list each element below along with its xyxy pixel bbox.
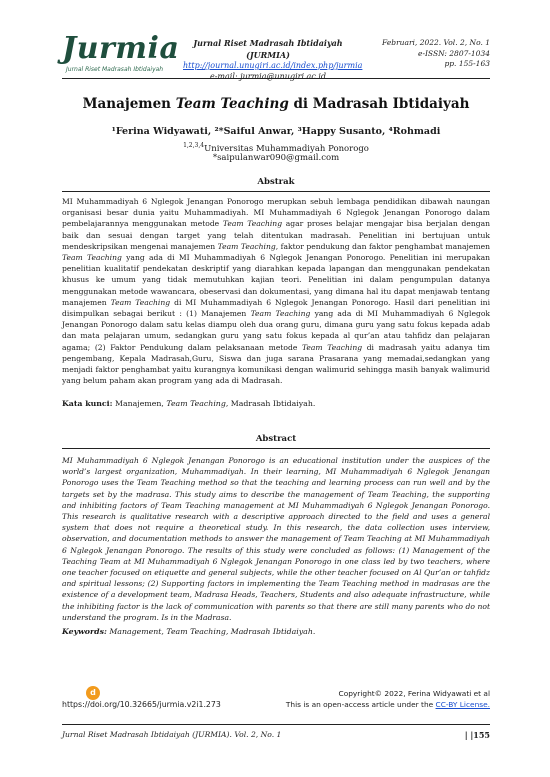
keywords-text: Management, Team Teaching, Madrasah Ibtidaiyah. [106,627,316,636]
affiliation-name: Universitas Muhammadiyah Ponorogo [204,143,369,154]
title-part: di Madrasah Ibtidaiyah [288,96,470,112]
affiliation-superscript: 1,2,3,4 [183,142,205,149]
title-italic-part: Team Teaching [175,96,289,112]
open-access-icon: d [86,686,100,700]
issn-info: e-ISSN: 2807-1034 [418,48,490,58]
copyright-text: Copyright© 2022, Ferina Widyawati et al [338,689,490,698]
corresponding-email: *saipulanwar090@gmail.com [212,153,340,163]
abstrak-term: Team Teaching [301,342,363,352]
abstrak-term: Team Teaching [222,219,283,229]
abstrak-text: yang ada di MI Muhammadiyah 6 Nglegok Jenangan Ponorogo. Penelitian ini merupakan penelitian kualitatif pendekatan deskriptif yang diarahkan kepada lapangan dan menggunakan pendekatan khusus ke umum yang tidak memutuhkan kajian teori. Penelitian ini dalam pengumpulan datanya menggunakan metode wawancara, obeservasi dan dokumentasi, yang dimana hal itu dapat menjawab tentang manajemen [62,253,490,307]
journal-logo [62,31,180,76]
abstrak-text: di MI Muhammadiyah 6 Nglegok Jenangan Ponorogo. Hasil dari penelitian ini disimpulkan sebagai berikut : (1) Manajemen [62,297,490,319]
abstrak-body [62,196,490,386]
abstrak-text: agar proses belajar mengajar bisa berjalan dengan baik dan sesuai dengan target yang telah ditentukan madrasah. Penelitian ini bertujuan untuk mendeskripsikan mengenai manajemen [62,219,490,251]
running-footer: Jurnal Riset Madrasah Ibtidaiyah (JURMIA). Vol. 2, No. 1 [62,730,282,739]
journal-title: Jurnal Riset Madrasah Ibtidaiyah (JURMIA) [193,38,343,60]
title-part: Manajemen [82,96,176,112]
issue-info: Februari, 2022. Vol. 2, No. 1 [382,38,490,47]
license-line [258,699,490,710]
license-link[interactable]: CC-BY License. [435,700,490,709]
header-divider [62,78,490,79]
kata-kunci-term: Team Teaching [166,399,226,408]
abstrak-term: Team Teaching [110,297,171,307]
keywords-label: Keywords: [62,627,107,636]
abstrak-term: Team Teaching [217,241,276,251]
kata-kunci-line [62,399,490,408]
abstract-body: MI Muhammadiyah 6 Nglegok Jenangan Ponorogo is an educational institution under the auspices of the world’s largest organization, Muhammadiyah. In their learning, MI Muhammadiyah 6 Nglegok Jenangan Ponorogo uses the Team Teaching method so that the teaching and learning process can run well and by the targets set by the madrasa. This study aims to describe the management of Team Teaching, the supporting and inhibiting factors of Team Teaching management at MI Muhammadiyah 6 Nglegok Jenangan Ponorogo. This research is qualitative research with a descriptive approach directed to the field and uses a general system that does not require a theoretical study. In this research, the data collection uses interview, observation, and documentation methods to answer the management of Team Teaching at MI Muhammadiyah 6 Nglegok Jenangan Ponorogo. The results of this study were concluded as follows: (1) Management of the Teaching Team at MI Muhammadiyah 6 Nglegok Jenangan Ponorogo in one class led by two teachers, where one teacher focused on etiquette and general subjects, while the other teacher focused on Al Qur’an or tahfidz and spiritual lessons; (2) Supporting factors in implementing the Team Teaching method in madrasas are the existence of a development team, Madrasa Heads, Teachers, Students and also adequate infrastructure, while the inhibiting factor is the lack of communication with parents so that there are still many parents who do not understand the program. Is in the Madrasa. [62,456,490,622]
journal-email: e-mail: jurmia@unugiri.ac.id [209,71,327,81]
keywords-line [62,627,490,636]
kata-kunci-text: , Madrasah Ibtidaiyah. [225,399,316,408]
abstrak-text: MI Muhammadiyah 6 Nglegok Jenangan Ponorogo merupkan sebuh lembaga pendidikan dibawah naungan organisasi besar dunia yaitu Muhammadiyah. MI Muhammadiyah 6 Nglegok Jenangan Ponorogo dalam pembelajarannya menggunakan metode [62,197,490,229]
abstrak-term: Team Teaching [62,253,122,263]
logo-subtitle: Jurnal Riset Madrasah Ibtidaiyah [66,66,164,73]
page-range: pp. 155-163 [444,59,490,68]
journal-header-center [183,38,363,82]
footer-divider [62,724,490,725]
license-text: This is an open-access article under the [285,700,436,709]
abstrak-term: Team Teaching [250,309,311,319]
abstrak-text: di madrasah yaitu adanya tim pengembang, Kepala Madrasah,Guru, Siswa dan juga sarana Prasarana yang memadai,sedangkan yang menjadi faktor penghambat yaitu kurangnya komunikasi dengan walimurid sehingga masih banyak walimurid yang belum paham akan program yang ada di Madrasah. [62,342,490,386]
article-title [62,96,490,112]
journal-url-link[interactable]: http://journal.unugiri.ac.id/index.php/jurmia [183,61,363,70]
abstrak-text: , faktor pendukung dan faktor penghambat manajemen [275,241,490,251]
abstrak-heading: Abstrak [257,177,295,187]
page-number: | |155 [464,730,490,740]
kata-kunci-text: Manajemen, [112,399,167,408]
abstract-divider [62,448,490,449]
doi-link[interactable]: https://doi.org/10.32665/jurmia.v2i1.273 [62,700,221,709]
abstrak-text: yang ada di MI Muhammadiyah 6 Nglegok Jenangan Ponorogo dalam satu kelas diampu oleh dua orang guru, dimana guru yang satu fokus kepada adab dan mata pelajaran umum, sedangkan guru yang satu fokus kepada al qur’an atau tahfidz dan pelajaran agama; (2) Faktor Pendukung dalam pelaksanaan metode [62,309,490,352]
abstrak-divider [62,191,490,192]
kata-kunci-label: Kata kunci: [62,399,113,408]
abstract-heading: Abstract [255,434,297,444]
journal-header-right [368,38,490,70]
copyright-block [258,688,490,710]
logo-wordmark: Jurmia [62,31,180,66]
author-list: ¹Ferina Widyawati, ²*Saiful Anwar, ³Happy Susanto, ⁴Rohmadi [111,126,441,137]
